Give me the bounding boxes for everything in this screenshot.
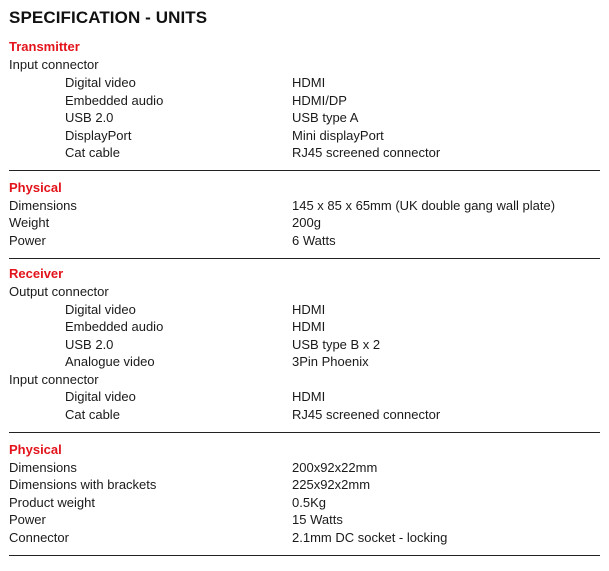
transmitter-input-connector-label: Input connector: [9, 57, 99, 72]
spec-row: DisplayPort Mini displayPort: [65, 127, 384, 143]
divider: [9, 258, 600, 259]
spec-row: USB 2.0 USB type A: [65, 110, 359, 125]
spec-row: Digital video HDMI: [65, 389, 326, 404]
spec-row: Embedded audio HDMI/DP: [65, 92, 347, 108]
page-title: SPECIFICATION - UNITS: [9, 8, 208, 27]
spec-row: Cat cable RJ45 screened connector: [65, 406, 441, 422]
receiver-heading: Receiver: [9, 266, 64, 281]
spec-row: Power 6 Watts: [9, 232, 336, 248]
spec-row: Dimensions 145 x 85 x 65mm (UK double gang wall plate): [9, 197, 556, 213]
spec-row: Analogue video 3Pin Phoenix: [65, 354, 369, 369]
spec-row: Product weight 0.5Kg: [9, 494, 326, 510]
divider: [9, 555, 600, 556]
spec-row: Weight 200g: [9, 215, 321, 230]
spec-row: USB 2.0 USB type B x 2: [65, 336, 381, 352]
spec-row: Dimensions 200x92x22mm: [9, 459, 378, 475]
transmitter-heading: Transmitter: [9, 39, 80, 54]
receiver-physical-heading: Physical: [9, 442, 62, 457]
spec-row: Dimensions with brackets 225x92x2mm: [9, 477, 371, 492]
divider: [9, 170, 600, 171]
spec-row: Cat cable RJ45 screened connector: [65, 145, 441, 160]
spec-row: Embedded audio HDMI: [65, 319, 326, 334]
receiver-output-connector-label: Output connector: [9, 284, 109, 299]
spec-row: Digital video HDMI: [65, 301, 326, 317]
receiver-input-connector-label: Input connector: [9, 371, 99, 387]
spec-row: Digital video HDMI: [65, 75, 326, 90]
spec-row: Power 15 Watts: [9, 512, 343, 527]
divider: [9, 432, 600, 433]
spec-row: Connector 2.1mm DC socket - locking: [9, 529, 448, 545]
transmitter-physical-heading: Physical: [9, 180, 62, 195]
